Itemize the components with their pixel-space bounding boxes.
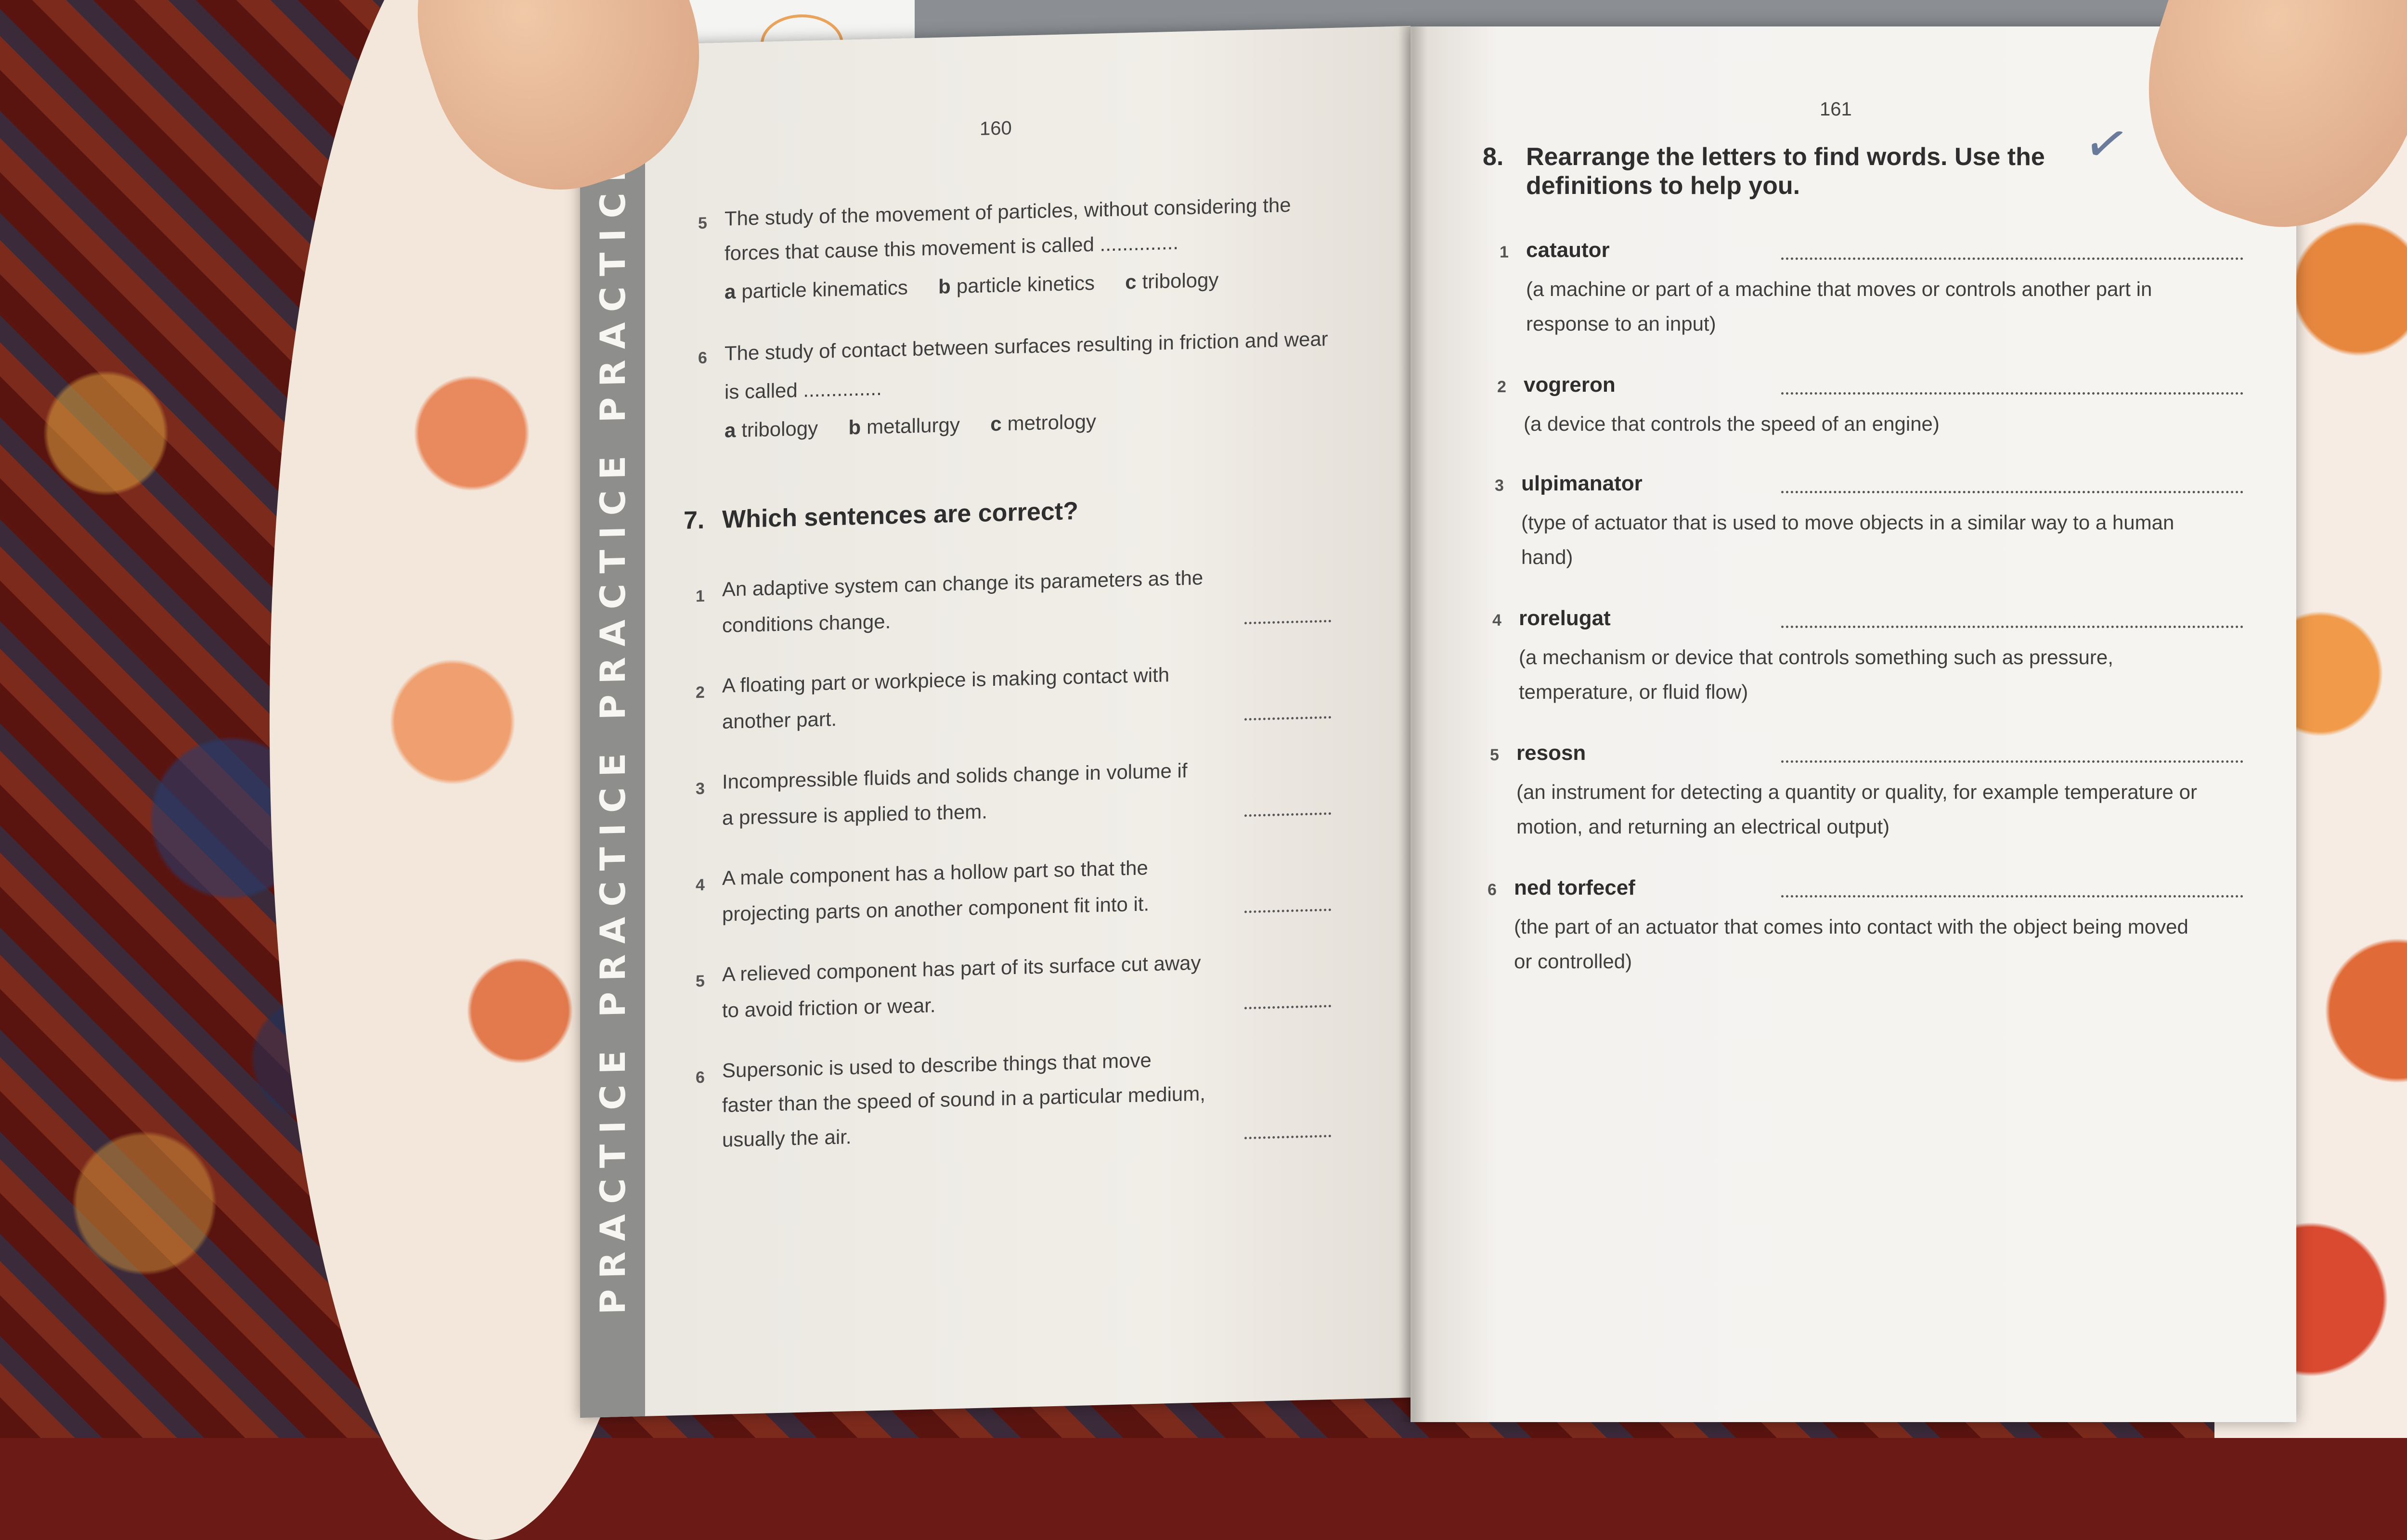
question-number: 6: [698, 348, 707, 368]
option-letter: b: [848, 415, 861, 439]
question-stem-line: forces that cause this movement is called ..............: [725, 231, 1179, 265]
option-letter: c: [990, 412, 1002, 436]
answer-blank[interactable]: [1781, 760, 2243, 763]
scrambled-word: catautor: [1526, 238, 1610, 262]
statement-line: another part.: [722, 707, 837, 733]
scrambled-word: vogreron: [1524, 373, 1616, 397]
statement-line: a pressure is applied to them.: [722, 800, 987, 829]
statement-line: A floating part or workpiece is making contact with: [722, 663, 1170, 697]
statement-line: to avoid friction or wear.: [722, 994, 936, 1022]
scrambled-word: resosn: [1516, 741, 1586, 765]
statement-line: faster than the speed of sound in a particular medium,: [722, 1082, 1205, 1116]
question-stem-line: is called ..............: [725, 376, 882, 403]
item-number: 2: [696, 683, 705, 702]
question-stem-line: The study of the movement of particles, without considering the: [725, 193, 1291, 230]
section-7-number: 7.: [684, 506, 705, 535]
definition: (an instrument for detecting a quantity or quality, for example temperature or motion, and returning an electrical output): [1516, 781, 2197, 838]
statement-line: conditions change.: [722, 610, 891, 637]
option-b[interactable]: metallurgy: [867, 413, 960, 438]
definition: (type of actuator that is used to move objects in a similar way to a human hand): [1521, 511, 2174, 568]
section-8-title-line: Rearrange the letters to find words. Use the: [1526, 143, 2045, 171]
left-practice-band: [580, 45, 645, 1418]
option-c[interactable]: tribology: [1142, 268, 1219, 293]
statement-line: Incompressible fluids and solids change in volume if: [722, 759, 1188, 793]
book-gutter: [1398, 26, 1427, 1422]
answer-options: [725, 404, 1096, 448]
answer-blank[interactable]: [1781, 491, 2243, 493]
option-c[interactable]: metrology: [1007, 410, 1096, 435]
answer-blank[interactable]: [1244, 620, 1331, 624]
definition: (the part of an actuator that comes into contact with the object being moved or controlled): [1514, 915, 2188, 973]
answer-options: [725, 263, 1218, 309]
answer-blank[interactable]: [1781, 626, 2243, 628]
answer-blank[interactable]: [1781, 895, 2243, 898]
answer-blank[interactable]: [1244, 1135, 1331, 1139]
answer-blank[interactable]: [1244, 812, 1331, 817]
option-letter: a: [725, 419, 736, 442]
answer-blank[interactable]: [1781, 257, 2243, 260]
item-number: 4: [1492, 611, 1501, 629]
section-8-title-line: definitions to help you.: [1526, 172, 1800, 200]
statement-line: usually the air.: [722, 1125, 852, 1151]
item-number: 1: [1500, 243, 1509, 261]
page-number-right: 161: [1820, 99, 1852, 120]
option-letter: c: [1125, 270, 1137, 294]
option-letter: b: [938, 275, 951, 298]
page-number-left: 160: [980, 117, 1012, 140]
section-7-title: Which sentences are correct?: [722, 497, 1078, 534]
item-number: 3: [1495, 476, 1504, 495]
section-8-number: 8.: [1483, 143, 1504, 171]
option-letter: a: [725, 280, 736, 303]
item-number: 3: [696, 779, 705, 798]
item-number: 1: [696, 587, 705, 606]
item-number: 6: [1488, 881, 1497, 899]
option-b[interactable]: particle kinetics: [956, 271, 1095, 297]
option-a[interactable]: particle kinematics: [741, 276, 908, 303]
answer-blank[interactable]: [1781, 392, 2243, 395]
answer-blank[interactable]: [1244, 716, 1331, 720]
answer-blank[interactable]: [1244, 909, 1331, 913]
right-page: [1411, 26, 2296, 1422]
statement-line: A male component has a hollow part so that the: [722, 856, 1148, 889]
open-book: [580, 26, 2303, 1422]
left-page: [580, 26, 1411, 1418]
item-number: 4: [696, 875, 705, 895]
left-band-text: PRACTICE PRACTICE PRACTICE PRACTICE: [592, 147, 633, 1315]
item-number: 6: [696, 1068, 705, 1087]
option-a[interactable]: tribology: [741, 417, 818, 441]
definition: (a machine or part of a machine that moves or controls another part in response to an input): [1526, 278, 2152, 335]
statement-line: An adaptive system can change its parameters as the: [722, 566, 1204, 601]
question-stem-line: The study of contact between surfaces resulting in friction and wear: [725, 327, 1328, 365]
item-number: 2: [1497, 378, 1506, 396]
statement-line: projecting parts on another component fit into it.: [722, 892, 1150, 925]
scrambled-word: rorelugat: [1519, 606, 1611, 630]
question-number: 5: [698, 214, 707, 233]
statement-line: A relieved component has part of its surface cut away: [722, 951, 1201, 986]
definition: (a device that controls the speed of an engine): [1524, 412, 1940, 435]
definition: (a mechanism or device that controls something such as pressure, temperature, or fluid flow): [1519, 646, 2113, 703]
answer-blank[interactable]: [1244, 1005, 1331, 1009]
item-number: 5: [1490, 746, 1499, 764]
handwritten-tick: ✓: [2079, 110, 2135, 178]
scrambled-word: ned torfecef: [1514, 876, 1635, 899]
item-number: 5: [696, 972, 705, 991]
scrambled-word: ulpimanator: [1521, 472, 1643, 495]
statement-line: Supersonic is used to describe things that move: [722, 1049, 1152, 1082]
